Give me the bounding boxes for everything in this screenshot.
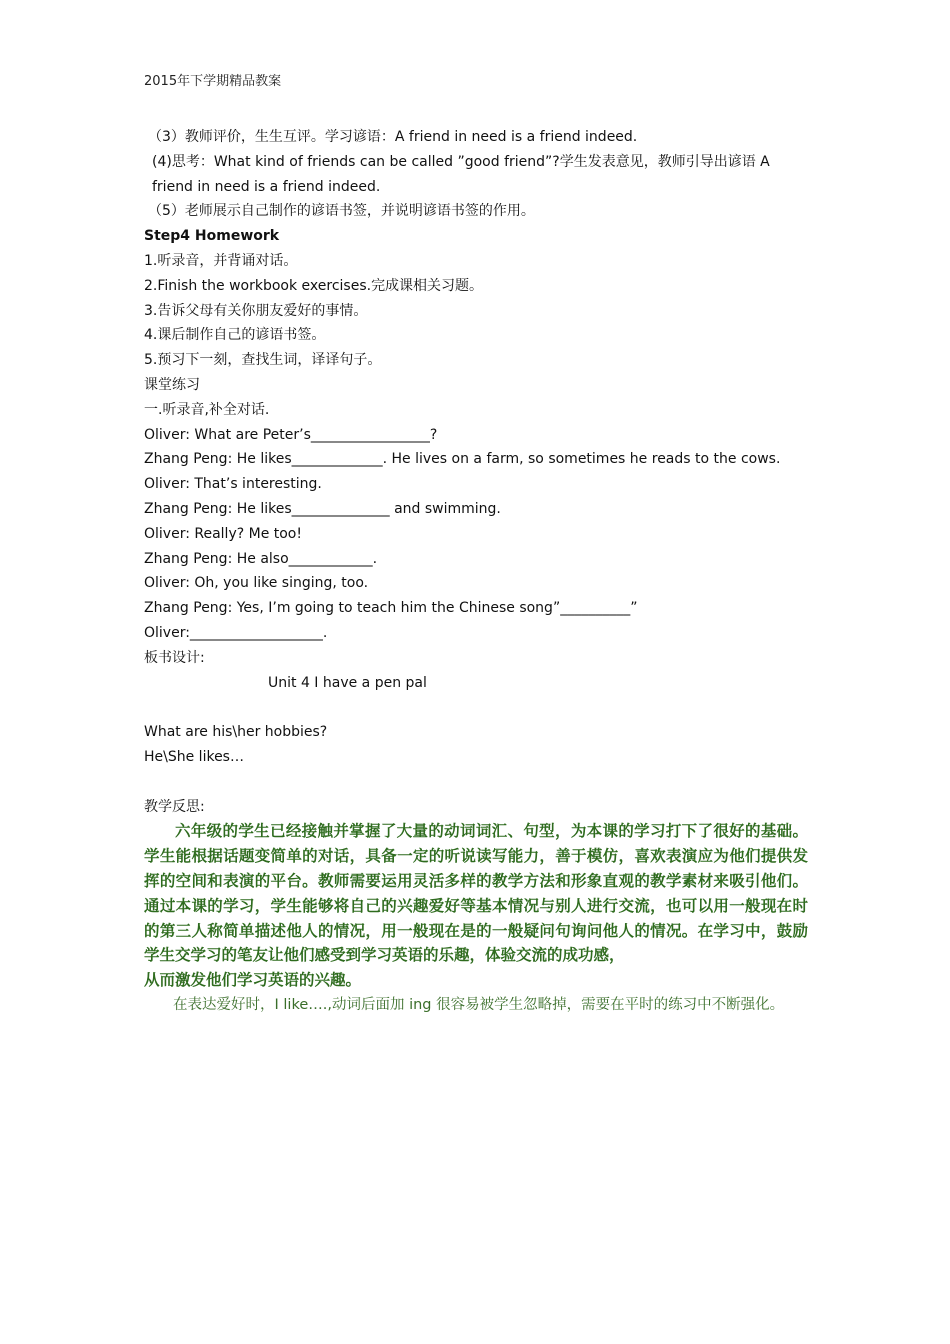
reflection-heading: 教学反思: [144,798,205,815]
dialogue-line: Zhang Peng: He likes_____________. He lives on a farm, so sometimes he reads to the cows. [144,451,781,468]
dialogue-line: Oliver:___________________. [144,624,328,641]
homework-item: 4.课后制作自己的谚语书签。 [144,327,326,344]
homework-item: 3.告诉父母有关你朋友爱好的事情。 [144,302,368,319]
board-unit-title: Unit 4 I have a pen pal [268,674,427,691]
homework-item: 2.Finish the workbook exercises.完成课相关习题。 [144,277,484,294]
spacer [144,695,808,720]
step-item-3: （3）教师评价，生生互评。学习谚语：A friend in need is a friend indeed. [148,129,638,145]
reflection-note: 在表达爱好时，I like….,动词后面加 ing 很容易被学生忽略掉，需要在平时的练习中不断强化。 [173,996,785,1013]
homework-item: 5.预习下一刻，查找生词，译译句子。 [144,352,382,369]
spacer [144,770,808,795]
step-item-4: (4)思考：What kind of friends can be called ”good friend”?学生发表意见，教师引导出谚语 A friend in need is a friend indeed. [152,153,770,195]
board-answer: He\She likes… [144,748,244,765]
page-header: 2015年下学期精品教案 [144,74,282,89]
practice-subheading: 一.听录音,补全对话. [144,401,270,418]
dialogue-line: Zhang Peng: He also____________. [144,550,378,567]
dialogue-line: Oliver: Oh, you like singing, too. [144,575,369,592]
dialogue-line: Zhang Peng: He likes______________ and swimming. [144,500,501,517]
practice-heading: 课堂练习 [144,376,200,393]
step-item-5: （5）老师展示自己制作的谚语书签，并说明谚语书签的作用。 [148,203,535,220]
reflection-paragraph-end: 从而激发他们学习英语的兴趣。 [144,971,362,990]
dialogue-line: Zhang Peng: Yes, I’m going to teach him the Chinese song”__________” [144,600,638,617]
homework-item: 1.听录音，并背诵对话。 [144,252,298,269]
dialogue-line: Oliver: Really? Me too! [144,525,302,542]
document-body [144,125,808,1018]
board-question: What are his\her hobbies? [144,724,328,741]
dialogue-line: Oliver: What are Peter’s_________________? [144,426,438,443]
reflection-paragraph: 六年级的学生已经接触并掌握了大量的动词词汇、句型，为本课的学习打下了很好的基础。学生能根据话题变简单的对话，具备一定的听说读写能力，善于模仿，喜欢表演应为他们提供发挥的空间和表演的平台。教师需要运用灵活多样的教学方法和形象直观的教学素材来吸引他们。通过本课的学习，学生能够将自己的兴趣爱好等基本情况与别人进行交流，也可以用一般现在时的第三人称简单描述他人的情况，用一般现在是的一般疑问句询问他人的情况。在学习中，鼓励学生交学习的笔友让他们感受到学习英语的乐趣，体验交流的成功感， [144,822,808,965]
dialogue-line: Oliver: That’s interesting. [144,476,322,493]
board-design-heading: 板书设计: [144,649,205,666]
homework-heading: Step4 Homework [144,228,280,245]
